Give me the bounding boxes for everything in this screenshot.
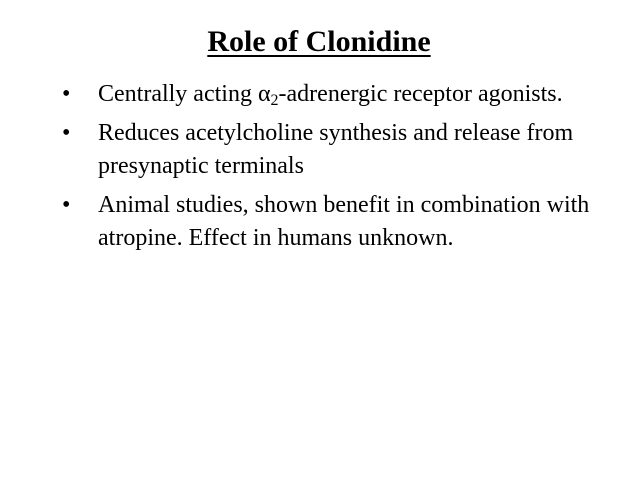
bullet-dot-icon: • bbox=[62, 81, 71, 107]
bullet-dot-icon: • bbox=[62, 192, 71, 218]
bullet-list bbox=[62, 78, 634, 261]
bullet-text-before: Centrally acting α bbox=[98, 81, 271, 107]
bullet-item-acetylcholine bbox=[62, 117, 634, 183]
bullet-item-clonidine-mechanism bbox=[62, 78, 634, 111]
bullet-text-after: -adrenergic receptor agonists. bbox=[278, 81, 563, 107]
alpha-subscript: 2 bbox=[270, 92, 279, 109]
slide-title bbox=[0, 22, 638, 62]
bullet-text: Reduces acetylcholine synthesis and release from presynaptic terminals bbox=[98, 120, 574, 179]
slide-title-text: Role of Clonidine bbox=[207, 25, 431, 58]
bullet-text: Animal studies, shown benefit in combination with atropine. Effect in humans unknown. bbox=[98, 192, 590, 251]
bullet-dot-icon: • bbox=[62, 120, 71, 146]
bullet-item-animal-studies bbox=[62, 189, 634, 255]
